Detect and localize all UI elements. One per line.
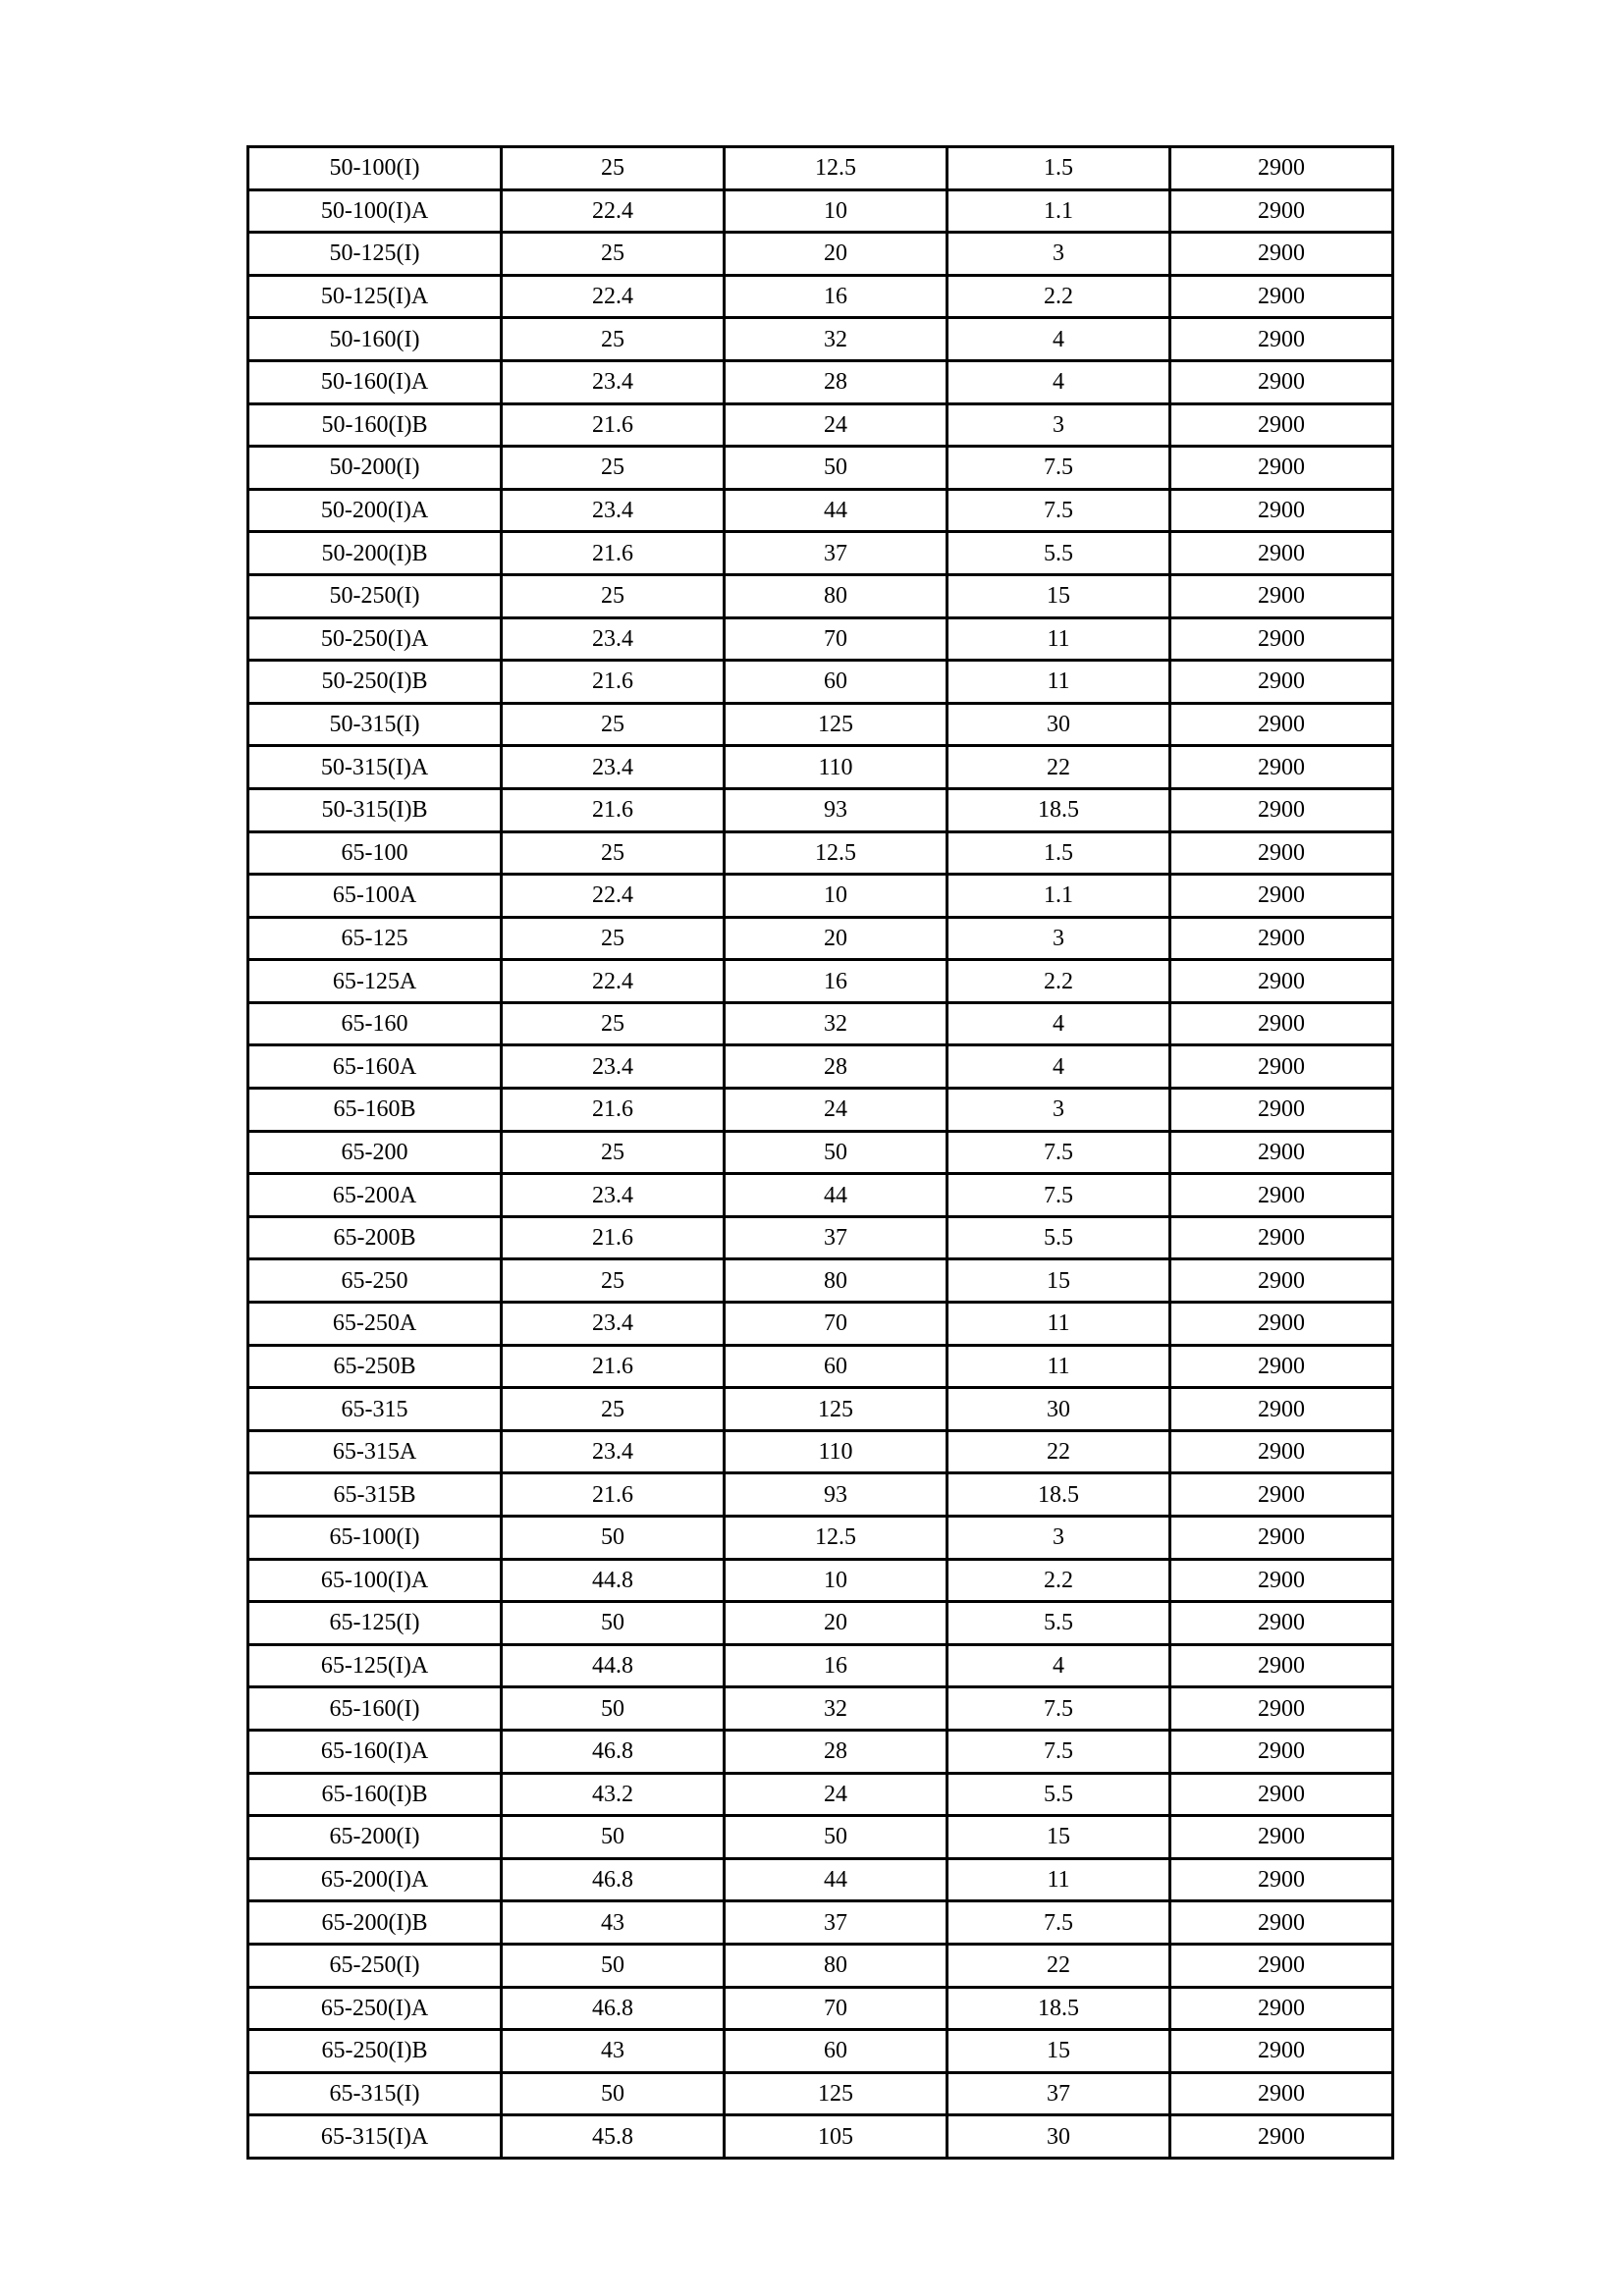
value-cell-3: 5.5 [947, 1602, 1170, 1645]
table-row [248, 617, 1393, 661]
model-cell: 65-125 [248, 917, 502, 960]
value-cell-1: 50 [502, 2072, 725, 2115]
model-cell: 65-250(I)A [248, 1987, 502, 2030]
value-cell-3: 18.5 [947, 1987, 1170, 2030]
value-cell-1: 50 [502, 1944, 725, 1987]
value-cell-2: 20 [725, 917, 947, 960]
value-cell-3: 3 [947, 403, 1170, 447]
table-row [248, 2030, 1393, 2073]
value-cell-4: 2900 [1170, 831, 1393, 875]
value-cell-4: 2900 [1170, 917, 1393, 960]
value-cell-4: 2900 [1170, 1216, 1393, 1259]
model-cell: 50-250(I)B [248, 661, 502, 704]
value-cell-4: 2900 [1170, 1858, 1393, 1901]
value-cell-1: 21.6 [502, 1345, 725, 1388]
value-cell-3: 18.5 [947, 788, 1170, 831]
value-cell-4: 2900 [1170, 1559, 1393, 1602]
model-cell: 65-160B [248, 1089, 502, 1132]
value-cell-2: 80 [725, 1259, 947, 1303]
value-cell-3: 4 [947, 318, 1170, 361]
model-cell: 65-200A [248, 1174, 502, 1217]
value-cell-1: 21.6 [502, 403, 725, 447]
value-cell-2: 125 [725, 1388, 947, 1431]
value-cell-4: 2900 [1170, 746, 1393, 789]
table-row [248, 1430, 1393, 1473]
value-cell-4: 2900 [1170, 1174, 1393, 1217]
value-cell-1: 50 [502, 1687, 725, 1731]
value-cell-1: 25 [502, 233, 725, 276]
value-cell-4: 2900 [1170, 318, 1393, 361]
value-cell-2: 60 [725, 2030, 947, 2073]
value-cell-1: 43 [502, 1901, 725, 1945]
value-cell-1: 43.2 [502, 1773, 725, 1816]
value-cell-2: 10 [725, 1559, 947, 1602]
table-row [248, 403, 1393, 447]
table-row [248, 574, 1393, 617]
value-cell-2: 125 [725, 703, 947, 746]
table-row [248, 1730, 1393, 1773]
value-cell-4: 2900 [1170, 1345, 1393, 1388]
value-cell-4: 2900 [1170, 1131, 1393, 1174]
value-cell-1: 22.4 [502, 960, 725, 1003]
value-cell-2: 28 [725, 1045, 947, 1089]
value-cell-1: 25 [502, 1259, 725, 1303]
value-cell-3: 15 [947, 2030, 1170, 2073]
model-cell: 65-250 [248, 1259, 502, 1303]
value-cell-4: 2900 [1170, 1816, 1393, 1859]
value-cell-3: 4 [947, 1002, 1170, 1045]
value-cell-1: 21.6 [502, 1089, 725, 1132]
model-cell: 65-160A [248, 1045, 502, 1089]
table-row [248, 661, 1393, 704]
value-cell-1: 23.4 [502, 1174, 725, 1217]
value-cell-2: 32 [725, 1002, 947, 1045]
table-row [248, 1559, 1393, 1602]
value-cell-3: 5.5 [947, 1773, 1170, 1816]
value-cell-4: 2900 [1170, 1388, 1393, 1431]
value-cell-2: 16 [725, 275, 947, 318]
value-cell-2: 80 [725, 1944, 947, 1987]
value-cell-4: 2900 [1170, 1002, 1393, 1045]
value-cell-1: 23.4 [502, 1303, 725, 1346]
model-cell: 65-160(I)B [248, 1773, 502, 1816]
model-cell: 65-250(I)B [248, 2030, 502, 2073]
model-cell: 65-200(I)B [248, 1901, 502, 1945]
model-cell: 50-125(I) [248, 233, 502, 276]
value-cell-2: 16 [725, 1644, 947, 1687]
value-cell-2: 28 [725, 360, 947, 403]
value-cell-1: 23.4 [502, 1430, 725, 1473]
value-cell-4: 2900 [1170, 1944, 1393, 1987]
value-cell-4: 2900 [1170, 960, 1393, 1003]
model-cell: 50-100(I) [248, 147, 502, 190]
model-cell: 50-160(I) [248, 318, 502, 361]
value-cell-4: 2900 [1170, 574, 1393, 617]
value-cell-4: 2900 [1170, 1730, 1393, 1773]
model-cell: 65-315A [248, 1430, 502, 1473]
model-cell: 65-315(I)A [248, 2115, 502, 2159]
value-cell-1: 46.8 [502, 1730, 725, 1773]
table-row [248, 1259, 1393, 1303]
value-cell-4: 2900 [1170, 2115, 1393, 2159]
value-cell-1: 25 [502, 917, 725, 960]
model-cell: 50-315(I)A [248, 746, 502, 789]
value-cell-2: 10 [725, 875, 947, 918]
value-cell-3: 3 [947, 1517, 1170, 1560]
value-cell-3: 2.2 [947, 960, 1170, 1003]
value-cell-2: 93 [725, 788, 947, 831]
model-cell: 50-250(I)A [248, 617, 502, 661]
table-row [248, 1174, 1393, 1217]
value-cell-4: 2900 [1170, 447, 1393, 490]
table-row [248, 189, 1393, 233]
value-cell-1: 22.4 [502, 875, 725, 918]
value-cell-1: 25 [502, 1388, 725, 1431]
value-cell-3: 15 [947, 1259, 1170, 1303]
table-row [248, 360, 1393, 403]
value-cell-3: 18.5 [947, 1473, 1170, 1517]
value-cell-4: 2900 [1170, 1644, 1393, 1687]
model-cell: 65-125(I) [248, 1602, 502, 1645]
value-cell-1: 25 [502, 147, 725, 190]
value-cell-4: 2900 [1170, 1687, 1393, 1731]
value-cell-3: 5.5 [947, 532, 1170, 575]
value-cell-4: 2900 [1170, 2030, 1393, 2073]
value-cell-3: 7.5 [947, 489, 1170, 532]
value-cell-1: 44.8 [502, 1644, 725, 1687]
table-row [248, 1216, 1393, 1259]
model-cell: 65-250A [248, 1303, 502, 1346]
value-cell-1: 25 [502, 831, 725, 875]
value-cell-4: 2900 [1170, 1602, 1393, 1645]
table-row [248, 2115, 1393, 2159]
value-cell-1: 21.6 [502, 661, 725, 704]
value-cell-4: 2900 [1170, 1303, 1393, 1346]
table-row [248, 1002, 1393, 1045]
table-row [248, 1345, 1393, 1388]
table-row [248, 1944, 1393, 1987]
value-cell-3: 4 [947, 1045, 1170, 1089]
value-cell-3: 15 [947, 574, 1170, 617]
value-cell-1: 44.8 [502, 1559, 725, 1602]
value-cell-2: 12.5 [725, 831, 947, 875]
value-cell-1: 50 [502, 1602, 725, 1645]
value-cell-3: 7.5 [947, 1730, 1170, 1773]
model-cell: 65-315(I) [248, 2072, 502, 2115]
table-row [248, 489, 1393, 532]
table-row [248, 447, 1393, 490]
value-cell-2: 28 [725, 1730, 947, 1773]
value-cell-4: 2900 [1170, 147, 1393, 190]
value-cell-3: 7.5 [947, 1901, 1170, 1945]
value-cell-1: 25 [502, 703, 725, 746]
model-cell: 65-160 [248, 1002, 502, 1045]
value-cell-2: 110 [725, 1430, 947, 1473]
value-cell-1: 46.8 [502, 1858, 725, 1901]
model-cell: 65-250(I) [248, 1944, 502, 1987]
model-cell: 65-160(I)A [248, 1730, 502, 1773]
value-cell-1: 23.4 [502, 1045, 725, 1089]
value-cell-2: 125 [725, 2072, 947, 2115]
table-row [248, 1303, 1393, 1346]
value-cell-3: 7.5 [947, 1174, 1170, 1217]
value-cell-1: 46.8 [502, 1987, 725, 2030]
value-cell-1: 21.6 [502, 1473, 725, 1517]
model-cell: 50-200(I)A [248, 489, 502, 532]
table-row [248, 1901, 1393, 1945]
value-cell-3: 2.2 [947, 275, 1170, 318]
value-cell-3: 3 [947, 917, 1170, 960]
table-row [248, 318, 1393, 361]
model-cell: 50-250(I) [248, 574, 502, 617]
value-cell-4: 2900 [1170, 1517, 1393, 1560]
value-cell-2: 105 [725, 2115, 947, 2159]
table-row [248, 1045, 1393, 1089]
value-cell-3: 3 [947, 1089, 1170, 1132]
value-cell-2: 50 [725, 1131, 947, 1174]
table-row [248, 1858, 1393, 1901]
value-cell-1: 22.4 [502, 189, 725, 233]
table-row [248, 1687, 1393, 1731]
table-row [248, 875, 1393, 918]
value-cell-3: 30 [947, 2115, 1170, 2159]
value-cell-1: 25 [502, 1002, 725, 1045]
value-cell-1: 23.4 [502, 617, 725, 661]
table-row [248, 532, 1393, 575]
value-cell-4: 2900 [1170, 489, 1393, 532]
value-cell-1: 45.8 [502, 2115, 725, 2159]
value-cell-2: 16 [725, 960, 947, 1003]
value-cell-4: 2900 [1170, 1089, 1393, 1132]
value-cell-4: 2900 [1170, 1430, 1393, 1473]
model-cell: 65-160(I) [248, 1687, 502, 1731]
table-row [248, 831, 1393, 875]
table-row [248, 703, 1393, 746]
value-cell-4: 2900 [1170, 875, 1393, 918]
model-cell: 65-100(I) [248, 1517, 502, 1560]
value-cell-3: 2.2 [947, 1559, 1170, 1602]
value-cell-3: 3 [947, 233, 1170, 276]
value-cell-1: 25 [502, 1131, 725, 1174]
model-cell: 65-200 [248, 1131, 502, 1174]
value-cell-3: 1.1 [947, 189, 1170, 233]
value-cell-2: 10 [725, 189, 947, 233]
value-cell-2: 44 [725, 1174, 947, 1217]
value-cell-1: 23.4 [502, 746, 725, 789]
value-cell-2: 60 [725, 1345, 947, 1388]
value-cell-4: 2900 [1170, 403, 1393, 447]
value-cell-1: 50 [502, 1517, 725, 1560]
model-cell: 50-200(I)B [248, 532, 502, 575]
value-cell-2: 70 [725, 1987, 947, 2030]
model-cell: 65-250B [248, 1345, 502, 1388]
value-cell-2: 93 [725, 1473, 947, 1517]
value-cell-2: 32 [725, 318, 947, 361]
table-row [248, 233, 1393, 276]
model-cell: 50-160(I)A [248, 360, 502, 403]
value-cell-2: 37 [725, 1901, 947, 1945]
value-cell-2: 24 [725, 403, 947, 447]
model-cell: 65-200(I)A [248, 1858, 502, 1901]
value-cell-2: 20 [725, 1602, 947, 1645]
value-cell-1: 25 [502, 318, 725, 361]
table-row [248, 1816, 1393, 1859]
value-cell-3: 5.5 [947, 1216, 1170, 1259]
value-cell-3: 11 [947, 1345, 1170, 1388]
value-cell-1: 21.6 [502, 1216, 725, 1259]
value-cell-3: 30 [947, 1388, 1170, 1431]
value-cell-2: 50 [725, 447, 947, 490]
value-cell-2: 44 [725, 1858, 947, 1901]
value-cell-3: 11 [947, 617, 1170, 661]
table-row [248, 1473, 1393, 1517]
value-cell-3: 1.1 [947, 875, 1170, 918]
value-cell-2: 110 [725, 746, 947, 789]
value-cell-4: 2900 [1170, 532, 1393, 575]
value-cell-3: 7.5 [947, 447, 1170, 490]
value-cell-2: 44 [725, 489, 947, 532]
table-row [248, 746, 1393, 789]
value-cell-4: 2900 [1170, 617, 1393, 661]
table-row [248, 1987, 1393, 2030]
table-row [248, 1644, 1393, 1687]
value-cell-1: 23.4 [502, 360, 725, 403]
value-cell-1: 43 [502, 2030, 725, 2073]
value-cell-3: 22 [947, 1944, 1170, 1987]
value-cell-2: 32 [725, 1687, 947, 1731]
model-cell: 65-100A [248, 875, 502, 918]
model-cell: 50-315(I)B [248, 788, 502, 831]
model-cell: 50-160(I)B [248, 403, 502, 447]
table-row [248, 275, 1393, 318]
table-row [248, 960, 1393, 1003]
value-cell-2: 24 [725, 1773, 947, 1816]
model-cell: 65-200B [248, 1216, 502, 1259]
value-cell-1: 23.4 [502, 489, 725, 532]
value-cell-1: 22.4 [502, 275, 725, 318]
value-cell-1: 21.6 [502, 788, 725, 831]
model-cell: 65-125A [248, 960, 502, 1003]
value-cell-2: 12.5 [725, 147, 947, 190]
value-cell-3: 1.5 [947, 147, 1170, 190]
value-cell-2: 70 [725, 1303, 947, 1346]
value-cell-3: 22 [947, 746, 1170, 789]
value-cell-3: 30 [947, 703, 1170, 746]
value-cell-2: 37 [725, 1216, 947, 1259]
model-cell: 65-315B [248, 1473, 502, 1517]
value-cell-3: 7.5 [947, 1687, 1170, 1731]
table-row [248, 917, 1393, 960]
table-row [248, 1388, 1393, 1431]
value-cell-3: 11 [947, 1858, 1170, 1901]
value-cell-4: 2900 [1170, 360, 1393, 403]
value-cell-4: 2900 [1170, 1773, 1393, 1816]
value-cell-4: 2900 [1170, 1987, 1393, 2030]
model-cell: 50-315(I) [248, 703, 502, 746]
value-cell-4: 2900 [1170, 1901, 1393, 1945]
value-cell-2: 80 [725, 574, 947, 617]
table-row [248, 1517, 1393, 1560]
value-cell-1: 25 [502, 447, 725, 490]
value-cell-4: 2900 [1170, 1045, 1393, 1089]
value-cell-2: 70 [725, 617, 947, 661]
value-cell-3: 11 [947, 661, 1170, 704]
value-cell-1: 50 [502, 1816, 725, 1859]
table-row [248, 1131, 1393, 1174]
pump-spec-table [246, 145, 1394, 2160]
table-row [248, 788, 1393, 831]
value-cell-3: 4 [947, 360, 1170, 403]
value-cell-3: 1.5 [947, 831, 1170, 875]
value-cell-4: 2900 [1170, 1473, 1393, 1517]
model-cell: 65-100(I)A [248, 1559, 502, 1602]
model-cell: 65-125(I)A [248, 1644, 502, 1687]
value-cell-4: 2900 [1170, 661, 1393, 704]
value-cell-4: 2900 [1170, 1259, 1393, 1303]
table-row [248, 1602, 1393, 1645]
value-cell-4: 2900 [1170, 233, 1393, 276]
value-cell-1: 25 [502, 574, 725, 617]
value-cell-2: 12.5 [725, 1517, 947, 1560]
value-cell-3: 7.5 [947, 1131, 1170, 1174]
value-cell-4: 2900 [1170, 703, 1393, 746]
model-cell: 65-200(I) [248, 1816, 502, 1859]
value-cell-1: 21.6 [502, 532, 725, 575]
value-cell-3: 22 [947, 1430, 1170, 1473]
value-cell-4: 2900 [1170, 2072, 1393, 2115]
table-body [248, 147, 1393, 2159]
model-cell: 65-100 [248, 831, 502, 875]
value-cell-2: 24 [725, 1089, 947, 1132]
value-cell-2: 60 [725, 661, 947, 704]
value-cell-3: 15 [947, 1816, 1170, 1859]
value-cell-3: 4 [947, 1644, 1170, 1687]
model-cell: 50-100(I)A [248, 189, 502, 233]
value-cell-4: 2900 [1170, 275, 1393, 318]
value-cell-3: 11 [947, 1303, 1170, 1346]
model-cell: 50-125(I)A [248, 275, 502, 318]
value-cell-2: 37 [725, 532, 947, 575]
value-cell-3: 37 [947, 2072, 1170, 2115]
value-cell-2: 50 [725, 1816, 947, 1859]
table-row [248, 1773, 1393, 1816]
value-cell-4: 2900 [1170, 788, 1393, 831]
model-cell: 65-315 [248, 1388, 502, 1431]
table-row [248, 2072, 1393, 2115]
table-row [248, 147, 1393, 190]
value-cell-2: 20 [725, 233, 947, 276]
value-cell-4: 2900 [1170, 189, 1393, 233]
model-cell: 50-200(I) [248, 447, 502, 490]
table-row [248, 1089, 1393, 1132]
